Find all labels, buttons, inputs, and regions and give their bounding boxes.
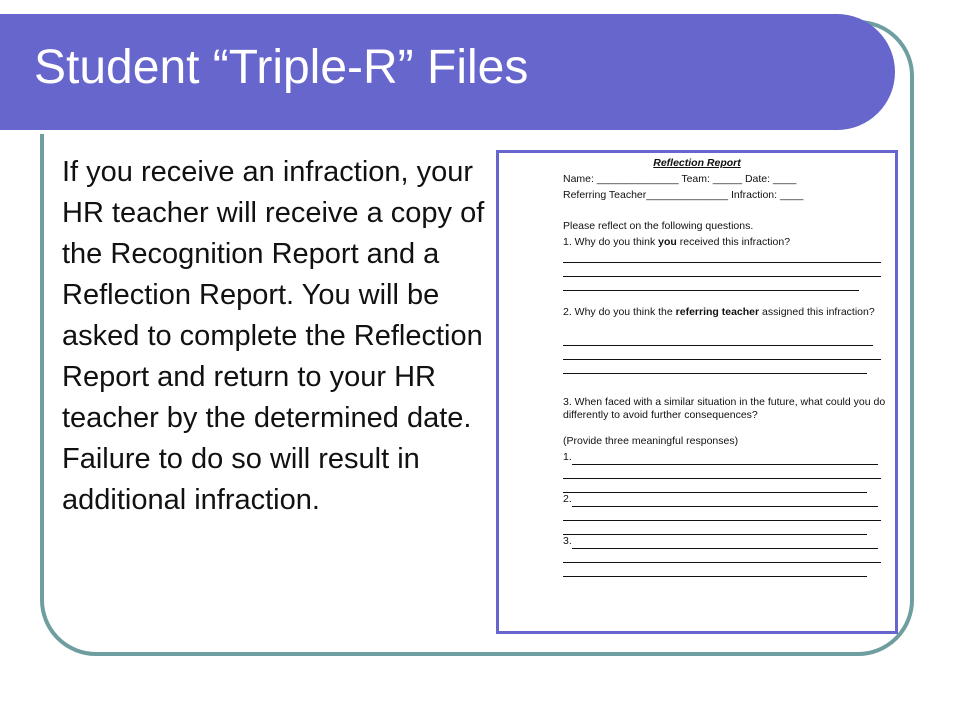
answer-line: [563, 345, 873, 346]
answer-line: [572, 506, 878, 507]
answer-line: [563, 276, 881, 277]
answer-line: [563, 478, 881, 479]
reflection-report-form: [496, 150, 898, 634]
response-2-label: 2.: [563, 493, 572, 505]
answer-line: [563, 576, 867, 577]
report-title: Reflection Report: [653, 157, 741, 169]
answer-line: [563, 290, 859, 291]
answer-line: [563, 262, 881, 263]
name-team-date-line: Name: ______________ Team: _____ Date: ____: [563, 173, 797, 185]
answer-line: [563, 562, 881, 563]
response-3-label: 3.: [563, 535, 572, 547]
question-3-note: (Provide three meaningful responses): [563, 435, 739, 447]
question-2: 2. Why do you think the referring teacher assigned this infraction?: [563, 306, 875, 318]
question-3: 3. When faced with a similar situation in the future, what could you do differently to avoid further consequences?: [563, 396, 886, 421]
title-underline: [0, 130, 848, 134]
answer-line: [572, 464, 878, 465]
slide-body-text: If you receive an infraction, your HR teacher will receive a copy of the Recognition Report and a Reflection Report. You will be asked to complete the Reflection Report and return to your HR teacher by the determined date. Failure to do so will result in additional infraction.: [62, 156, 485, 516]
slide-title: Student “Triple-R” Files: [34, 41, 529, 94]
reflect-prompt: Please reflect on the following questions.: [563, 220, 754, 232]
answer-line: [563, 373, 867, 374]
response-1-label: 1.: [563, 451, 572, 463]
answer-line: [563, 359, 881, 360]
answer-line: [572, 548, 878, 549]
answer-line: [563, 520, 881, 521]
question-1: 1. Why do you think you received this infraction?: [563, 236, 791, 248]
referring-teacher-line: Referring Teacher______________ Infraction: ____: [563, 189, 804, 201]
